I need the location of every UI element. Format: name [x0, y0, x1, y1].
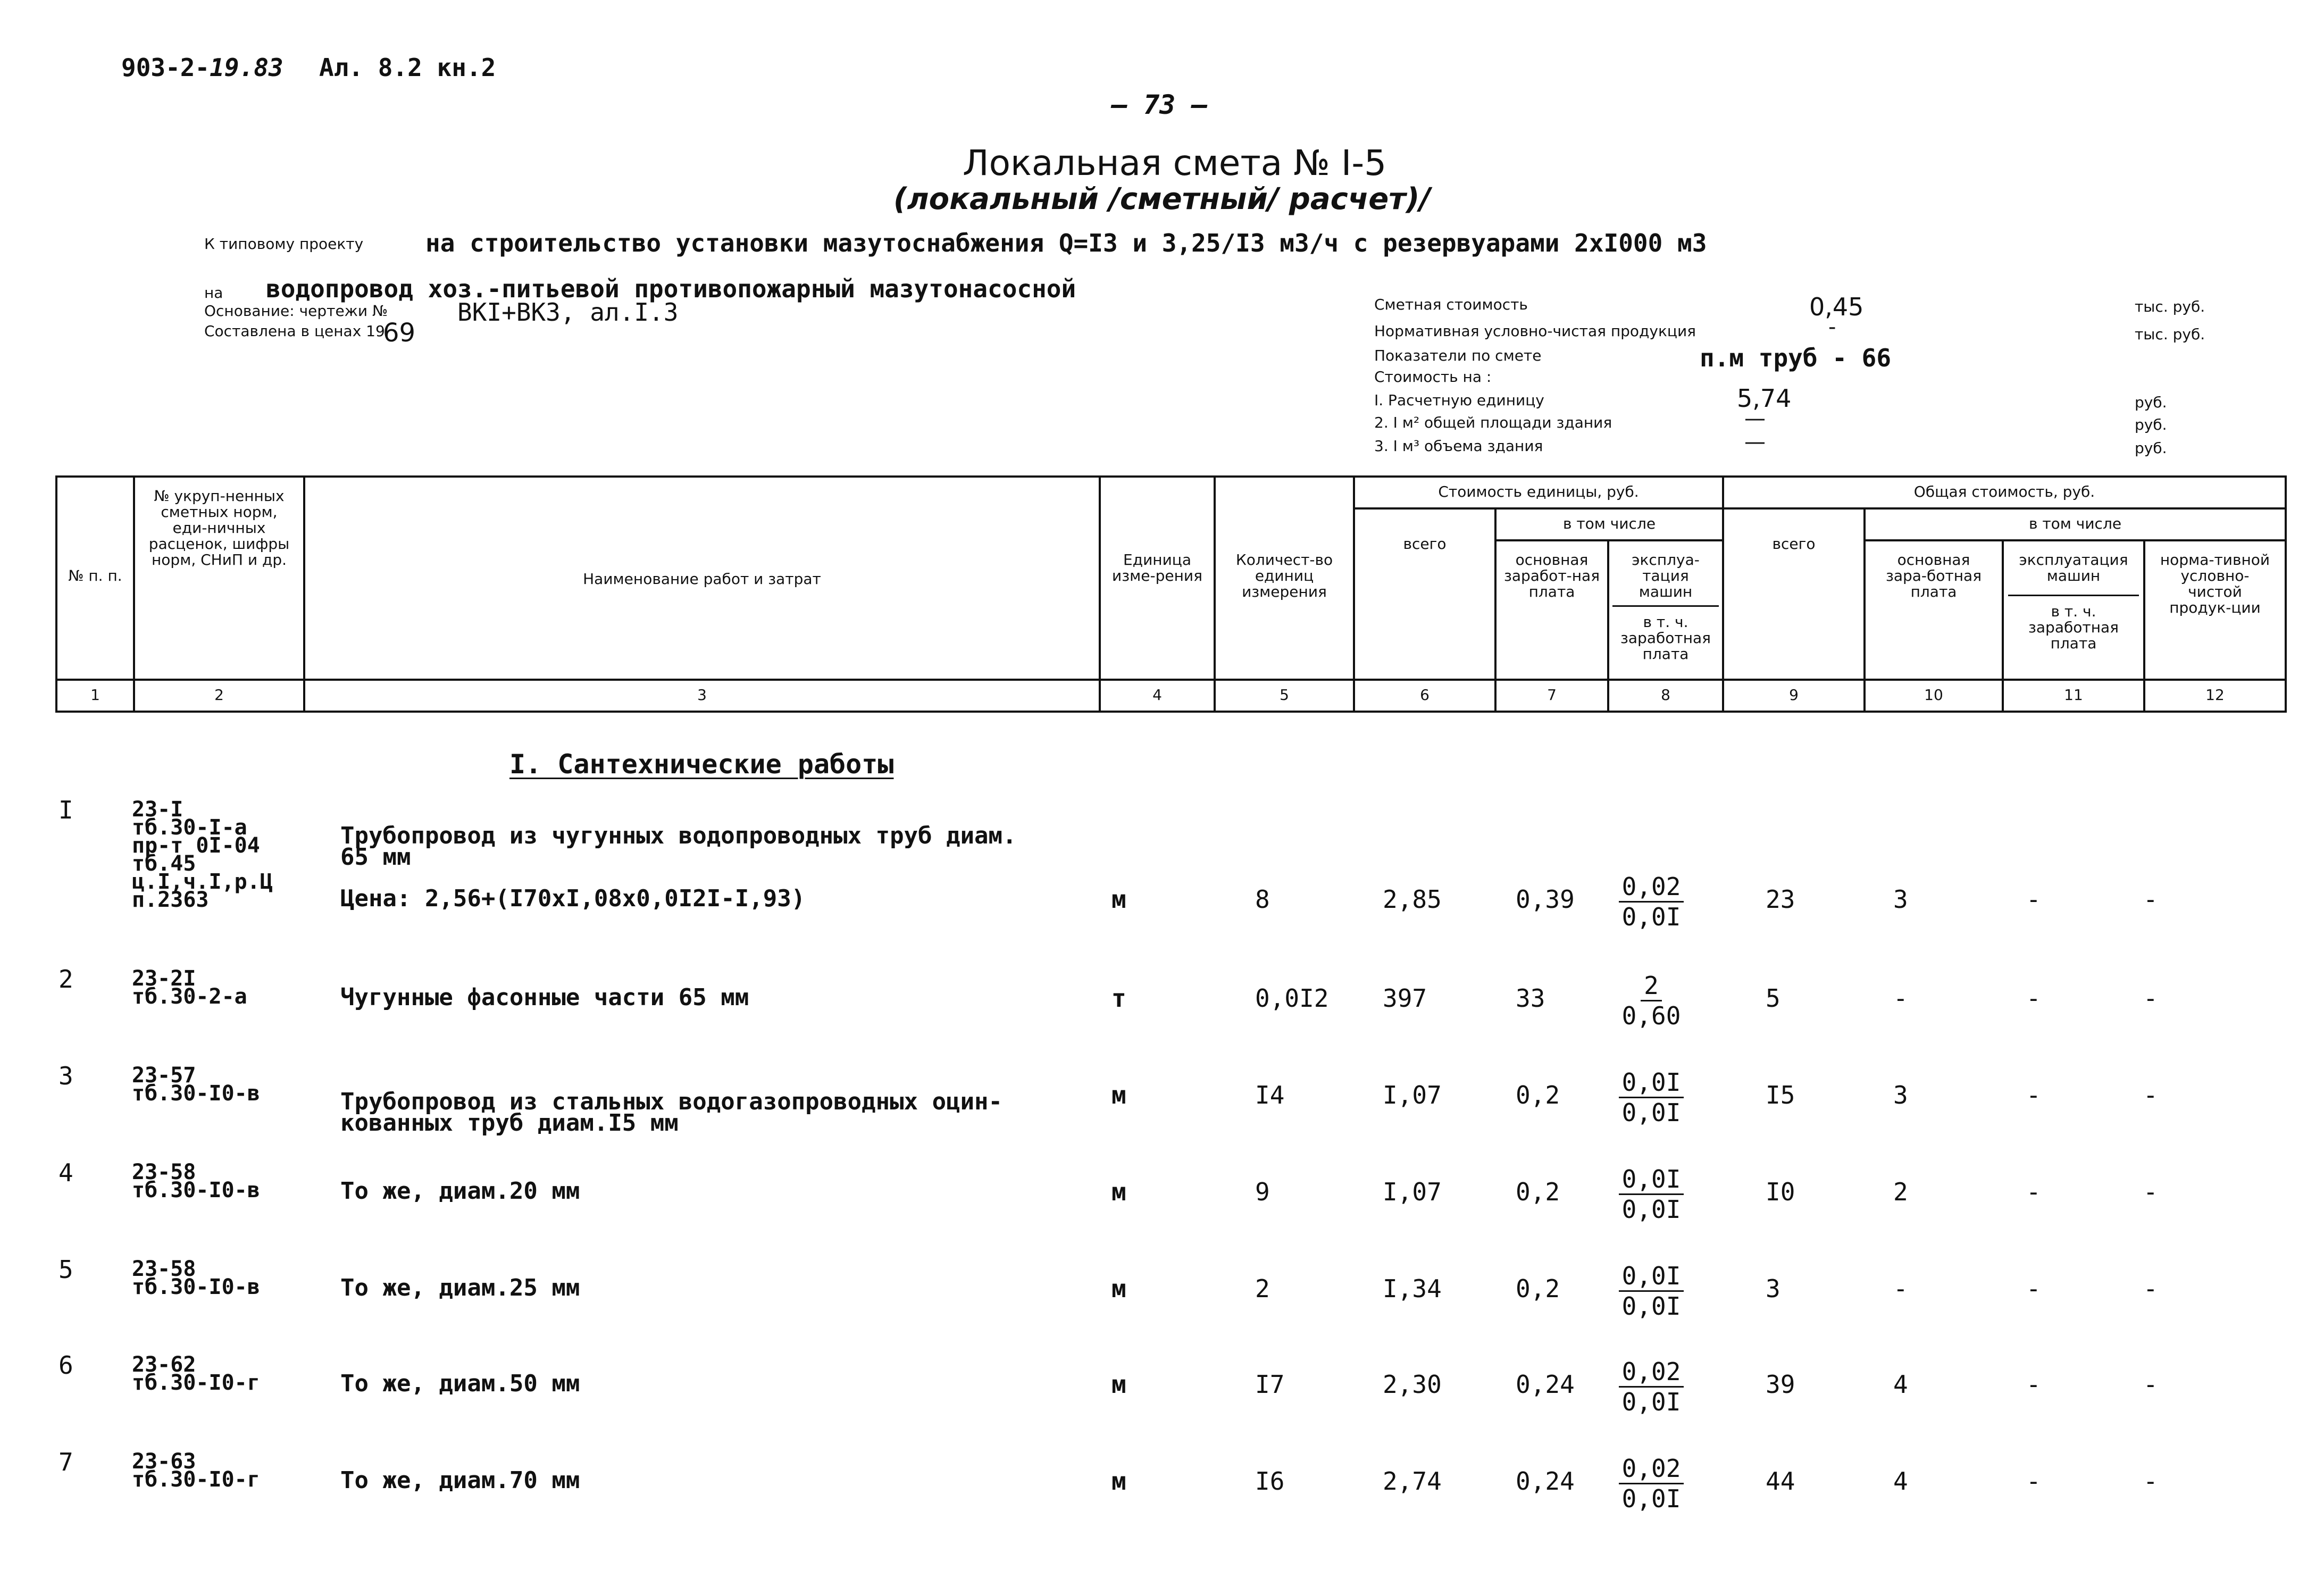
row-unit-total: 397 [1383, 984, 1427, 1013]
col-group-unit-incl: в том числе [1495, 508, 1723, 540]
summary-value-indicators: п.м труб - 66 [1700, 344, 1892, 372]
row-machines-fraction [1611, 1068, 1691, 1127]
row-sum-machines: - [2026, 1081, 2041, 1109]
row-unit-total: I,07 [1383, 1178, 1442, 1206]
row-machines-cost: 0,02 [1619, 1454, 1684, 1484]
row-machines-cost: 0,0I [1619, 1262, 1684, 1292]
summary-unit-unit: руб. [2135, 394, 2167, 411]
summary-value-volume: — [1744, 430, 1766, 454]
summary-value-area: — [1744, 406, 1766, 431]
summary-label-cost-per: Стоимость на : [1374, 368, 1492, 386]
summary-label-volume: 3. I м³ объема здания [1374, 437, 1543, 455]
row-machines-fraction [1611, 1165, 1691, 1224]
row-code-line: 23-58 [132, 1160, 196, 1184]
col-number-6: 6 [1354, 680, 1495, 712]
row-unit-total: 2,30 [1383, 1370, 1442, 1399]
row-number: 2 [58, 965, 73, 993]
row-unit-total: 2,74 [1383, 1467, 1442, 1496]
row-sum-total: 23 [1766, 885, 1795, 914]
row-name-line: То же, диам.70 мм [340, 1467, 580, 1494]
col-number-9: 9 [1723, 680, 1865, 712]
col-number-11: 11 [2003, 680, 2144, 712]
col-header-sum-wage: основная зара-ботная плата [1865, 540, 2003, 680]
project-text: на строительство установки мазутоснабжения Q=I3 и 3,25/I3 м3/ч с резервуарами 2хI000 м3 [425, 229, 1707, 257]
summary-label-unit: I. Расчетную единицу [1374, 391, 1544, 409]
row-code-line: 23-58 [132, 1257, 196, 1281]
row-code-line: п.2363 [132, 888, 209, 912]
row-sum-total: 44 [1766, 1467, 1795, 1496]
page-subtitle: (локальный /сметный/ расчет)/ [893, 182, 1431, 216]
row-name-line: кованных труб диам.I5 мм [340, 1109, 679, 1137]
row-sum-total: 5 [1766, 984, 1780, 1013]
row-unit-total: I,34 [1383, 1274, 1442, 1303]
row-sum-wage: - [1893, 1274, 1908, 1303]
row-sum-machines: - [2026, 1370, 2041, 1399]
row-sum-wage: 2 [1893, 1178, 1908, 1206]
row-sum-wage: - [1893, 984, 1908, 1013]
row-machines-wage: 0,60 [1621, 1001, 1681, 1030]
summary-label-area: 2. I м² общей площади здания [1374, 414, 1612, 431]
row-normative: - [2143, 1467, 2158, 1496]
page-title: Локальная смета № I-5 [963, 143, 1387, 183]
row-machines-wage: 0,0I [1621, 1292, 1681, 1321]
basis-text: ВКI+ВК3, ал.I.3 [457, 298, 679, 327]
row-unit: м [1111, 1081, 1126, 1109]
row-code-line: ц.I,ч.I,р.Ц [132, 870, 273, 894]
row-number: 5 [58, 1255, 73, 1284]
row-code-line: тб.30-I-а [132, 815, 247, 840]
row-unit-wage: 0,39 [1516, 885, 1575, 914]
row-quantity: I4 [1255, 1081, 1285, 1109]
prices-year: 69 [383, 318, 416, 348]
row-number: 4 [58, 1158, 73, 1187]
row-unit: м [1111, 1178, 1126, 1206]
row-unit: м [1111, 1370, 1126, 1399]
col-group-unit-cost: Стоимость единицы, руб. [1354, 477, 1723, 508]
row-machines-wage: 0,0I [1621, 1098, 1681, 1127]
row-code-line: тб.30-I0-в [132, 1081, 260, 1106]
row-sum-wage: 4 [1893, 1467, 1908, 1496]
row-number: 7 [58, 1448, 73, 1476]
row-machines-fraction [1611, 1357, 1691, 1416]
row-sum-machines: - [2026, 885, 2041, 914]
row-code-line: тб.45 [132, 851, 196, 876]
col-number-7: 7 [1495, 680, 1608, 712]
row-sum-machines: - [2026, 1274, 2041, 1303]
col-group-sum-incl: в том числе [1865, 508, 2286, 540]
row-machines-cost: 0,02 [1619, 872, 1684, 903]
summary-unit-net: тыс. руб. [2135, 325, 2205, 343]
row-machines-wage: 0,0I [1621, 1484, 1681, 1513]
row-unit: м [1111, 885, 1126, 914]
row-quantity: I7 [1255, 1370, 1285, 1399]
estimate-table-header [55, 475, 2287, 713]
col-header-number: № п. п. [56, 477, 134, 680]
row-machines-fraction [1611, 1262, 1691, 1321]
summary-label-net: Нормативная условно-чистая продукция [1374, 322, 1696, 340]
row-sum-total: I0 [1766, 1178, 1795, 1206]
album-reference: Ал. 8.2 кн.2 [319, 53, 496, 82]
row-code-line: тб.30-2-а [132, 984, 247, 1009]
row-number: 3 [58, 1062, 73, 1090]
row-code-line: тб.30-I0-в [132, 1178, 260, 1202]
row-machines-fraction [1611, 1454, 1691, 1513]
summary-value-cost: 0,45 [1809, 293, 1864, 321]
row-unit: м [1111, 1274, 1126, 1303]
col-header-unit-total: всего [1354, 508, 1495, 680]
section-title [509, 749, 893, 780]
row-unit-wage: 0,24 [1516, 1370, 1575, 1399]
col-number-4: 4 [1100, 680, 1215, 712]
row-name-line: То же, диам.20 мм [340, 1178, 580, 1205]
col-number-1: 1 [56, 680, 134, 712]
row-normative: - [2143, 1274, 2158, 1303]
project-label: К типовому проекту [204, 235, 364, 253]
col-header-unit: Единица изме-рения [1100, 477, 1215, 680]
summary-label-indicators: Показатели по смете [1374, 347, 1542, 364]
row-unit-wage: 0,2 [1516, 1178, 1560, 1206]
row-sum-total: I5 [1766, 1081, 1795, 1109]
col-number-12: 12 [2144, 680, 2286, 712]
row-machines-cost: 0,0I [1619, 1165, 1684, 1195]
col-header-code: № укруп-ненных сметных норм, еди-ничных расценок, шифры норм, СНиП и др. [134, 477, 304, 680]
row-normative: - [2143, 1370, 2158, 1399]
document-code-handwritten: 19.83 [210, 53, 283, 82]
row-unit-wage: 0,2 [1516, 1081, 1560, 1109]
row-code-line: 23-63 [132, 1449, 196, 1474]
row-unit-total: I,07 [1383, 1081, 1442, 1109]
row-machines-cost: 0,0I [1619, 1068, 1684, 1098]
row-sum-total: 3 [1766, 1274, 1780, 1303]
row-code-line: пр-т 0I-04 [132, 833, 260, 858]
col-number-8: 8 [1608, 680, 1723, 712]
col-header-sum-machines: эксплуатация машин в т. ч. заработная плата [2003, 540, 2144, 680]
summary-unit-volume: руб. [2135, 439, 2167, 457]
col-group-total-cost: Общая стоимость, руб. [1723, 477, 2286, 508]
row-quantity: 9 [1255, 1178, 1270, 1206]
row-quantity: I6 [1255, 1467, 1285, 1496]
row-unit-wage: 0,24 [1516, 1467, 1575, 1496]
basis-label: Основание: чертежи № [204, 302, 388, 320]
row-name-line: Трубопровод из стальных водогазопроводных оцин- [340, 1088, 1003, 1115]
row-machines-fraction [1611, 872, 1691, 931]
row-machines-cost: 0,02 [1619, 1357, 1684, 1388]
document-code-printed: 903-2- [121, 53, 210, 82]
row-number: 6 [58, 1351, 73, 1380]
row-quantity: 0,0I2 [1255, 984, 1329, 1013]
row-sum-total: 39 [1766, 1370, 1795, 1399]
page-number: — 73 — [1111, 89, 1208, 120]
col-header-quantity: Количест-во единиц измерения [1215, 477, 1354, 680]
row-name-line: Трубопровод из чугунных водопроводных труб диам. [340, 822, 1017, 849]
row-name-line: Цена: 2,56+(I70хI,08х0,0I2I-I,93) [340, 885, 806, 912]
row-machines-fraction [1611, 971, 1691, 1030]
row-sum-machines: - [2026, 1467, 2041, 1496]
row-quantity: 8 [1255, 885, 1270, 914]
summary-value-net: - [1828, 315, 1836, 339]
row-quantity: 2 [1255, 1274, 1270, 1303]
row-sum-wage: 3 [1893, 1081, 1908, 1109]
col-header-name: Наименование работ и затрат [304, 477, 1100, 680]
row-normative: - [2143, 984, 2158, 1013]
row-unit-total: 2,85 [1383, 885, 1442, 914]
col-header-sum-total: всего [1723, 508, 1865, 680]
object-label: на [204, 284, 223, 302]
document-code [121, 53, 283, 82]
col-number-2: 2 [134, 680, 304, 712]
row-code-line: тб.30-I0-г [132, 1467, 260, 1492]
row-sum-machines: - [2026, 984, 2041, 1013]
row-normative: - [2143, 885, 2158, 914]
row-code-line: 23-62 [132, 1352, 196, 1377]
row-machines-wage: 0,0I [1621, 903, 1681, 931]
row-machines-cost: 2 [1641, 971, 1662, 1001]
prices-label: Составлена в ценах 19 [204, 322, 385, 340]
row-machines-wage: 0,0I [1621, 1195, 1681, 1224]
row-name-line: 65 мм [340, 844, 411, 871]
col-number-10: 10 [1865, 680, 2003, 712]
col-number-3: 3 [304, 680, 1100, 712]
row-code-line: 23-57 [132, 1063, 196, 1088]
col-header-normative: норма-тивной условно-чистой продук-ции [2144, 540, 2286, 680]
col-header-unit-wage: основная заработ-ная плата [1495, 540, 1608, 680]
summary-unit-area: руб. [2135, 416, 2167, 433]
col-number-5: 5 [1215, 680, 1354, 712]
row-code-line: тб.30-I0-в [132, 1275, 260, 1299]
row-unit: м [1111, 1467, 1126, 1496]
row-code-line: тб.30-I0-г [132, 1371, 260, 1395]
summary-value-unit: 5,74 [1737, 384, 1792, 413]
row-unit-wage: 33 [1516, 984, 1545, 1013]
row-code-line: 23-2I [132, 966, 196, 991]
row-normative: - [2143, 1178, 2158, 1206]
row-name-line: То же, диам.50 мм [340, 1370, 580, 1397]
row-machines-wage: 0,0I [1621, 1388, 1681, 1416]
row-name-line: Чугунные фасонные части 65 мм [340, 984, 749, 1011]
summary-label-cost: Сметная стоимость [1374, 296, 1528, 313]
summary-unit-cost: тыс. руб. [2135, 298, 2205, 315]
row-sum-machines: - [2026, 1178, 2041, 1206]
section-title-text: I. Сантехнические работы [509, 749, 894, 780]
row-name-line: То же, диам.25 мм [340, 1274, 580, 1301]
row-unit: т [1111, 984, 1126, 1013]
row-sum-wage: 4 [1893, 1370, 1908, 1399]
col-header-unit-machines: эксплуа-тация машин в т. ч. заработная плата [1608, 540, 1723, 680]
row-unit-wage: 0,2 [1516, 1274, 1560, 1303]
object-text: водопровод хоз.-питьевой противопожарный мазутонасосной [266, 274, 1076, 303]
row-sum-wage: 3 [1893, 885, 1908, 914]
row-code-line: 23-I [132, 797, 183, 822]
row-normative: - [2143, 1081, 2158, 1109]
row-number: I [58, 796, 73, 824]
